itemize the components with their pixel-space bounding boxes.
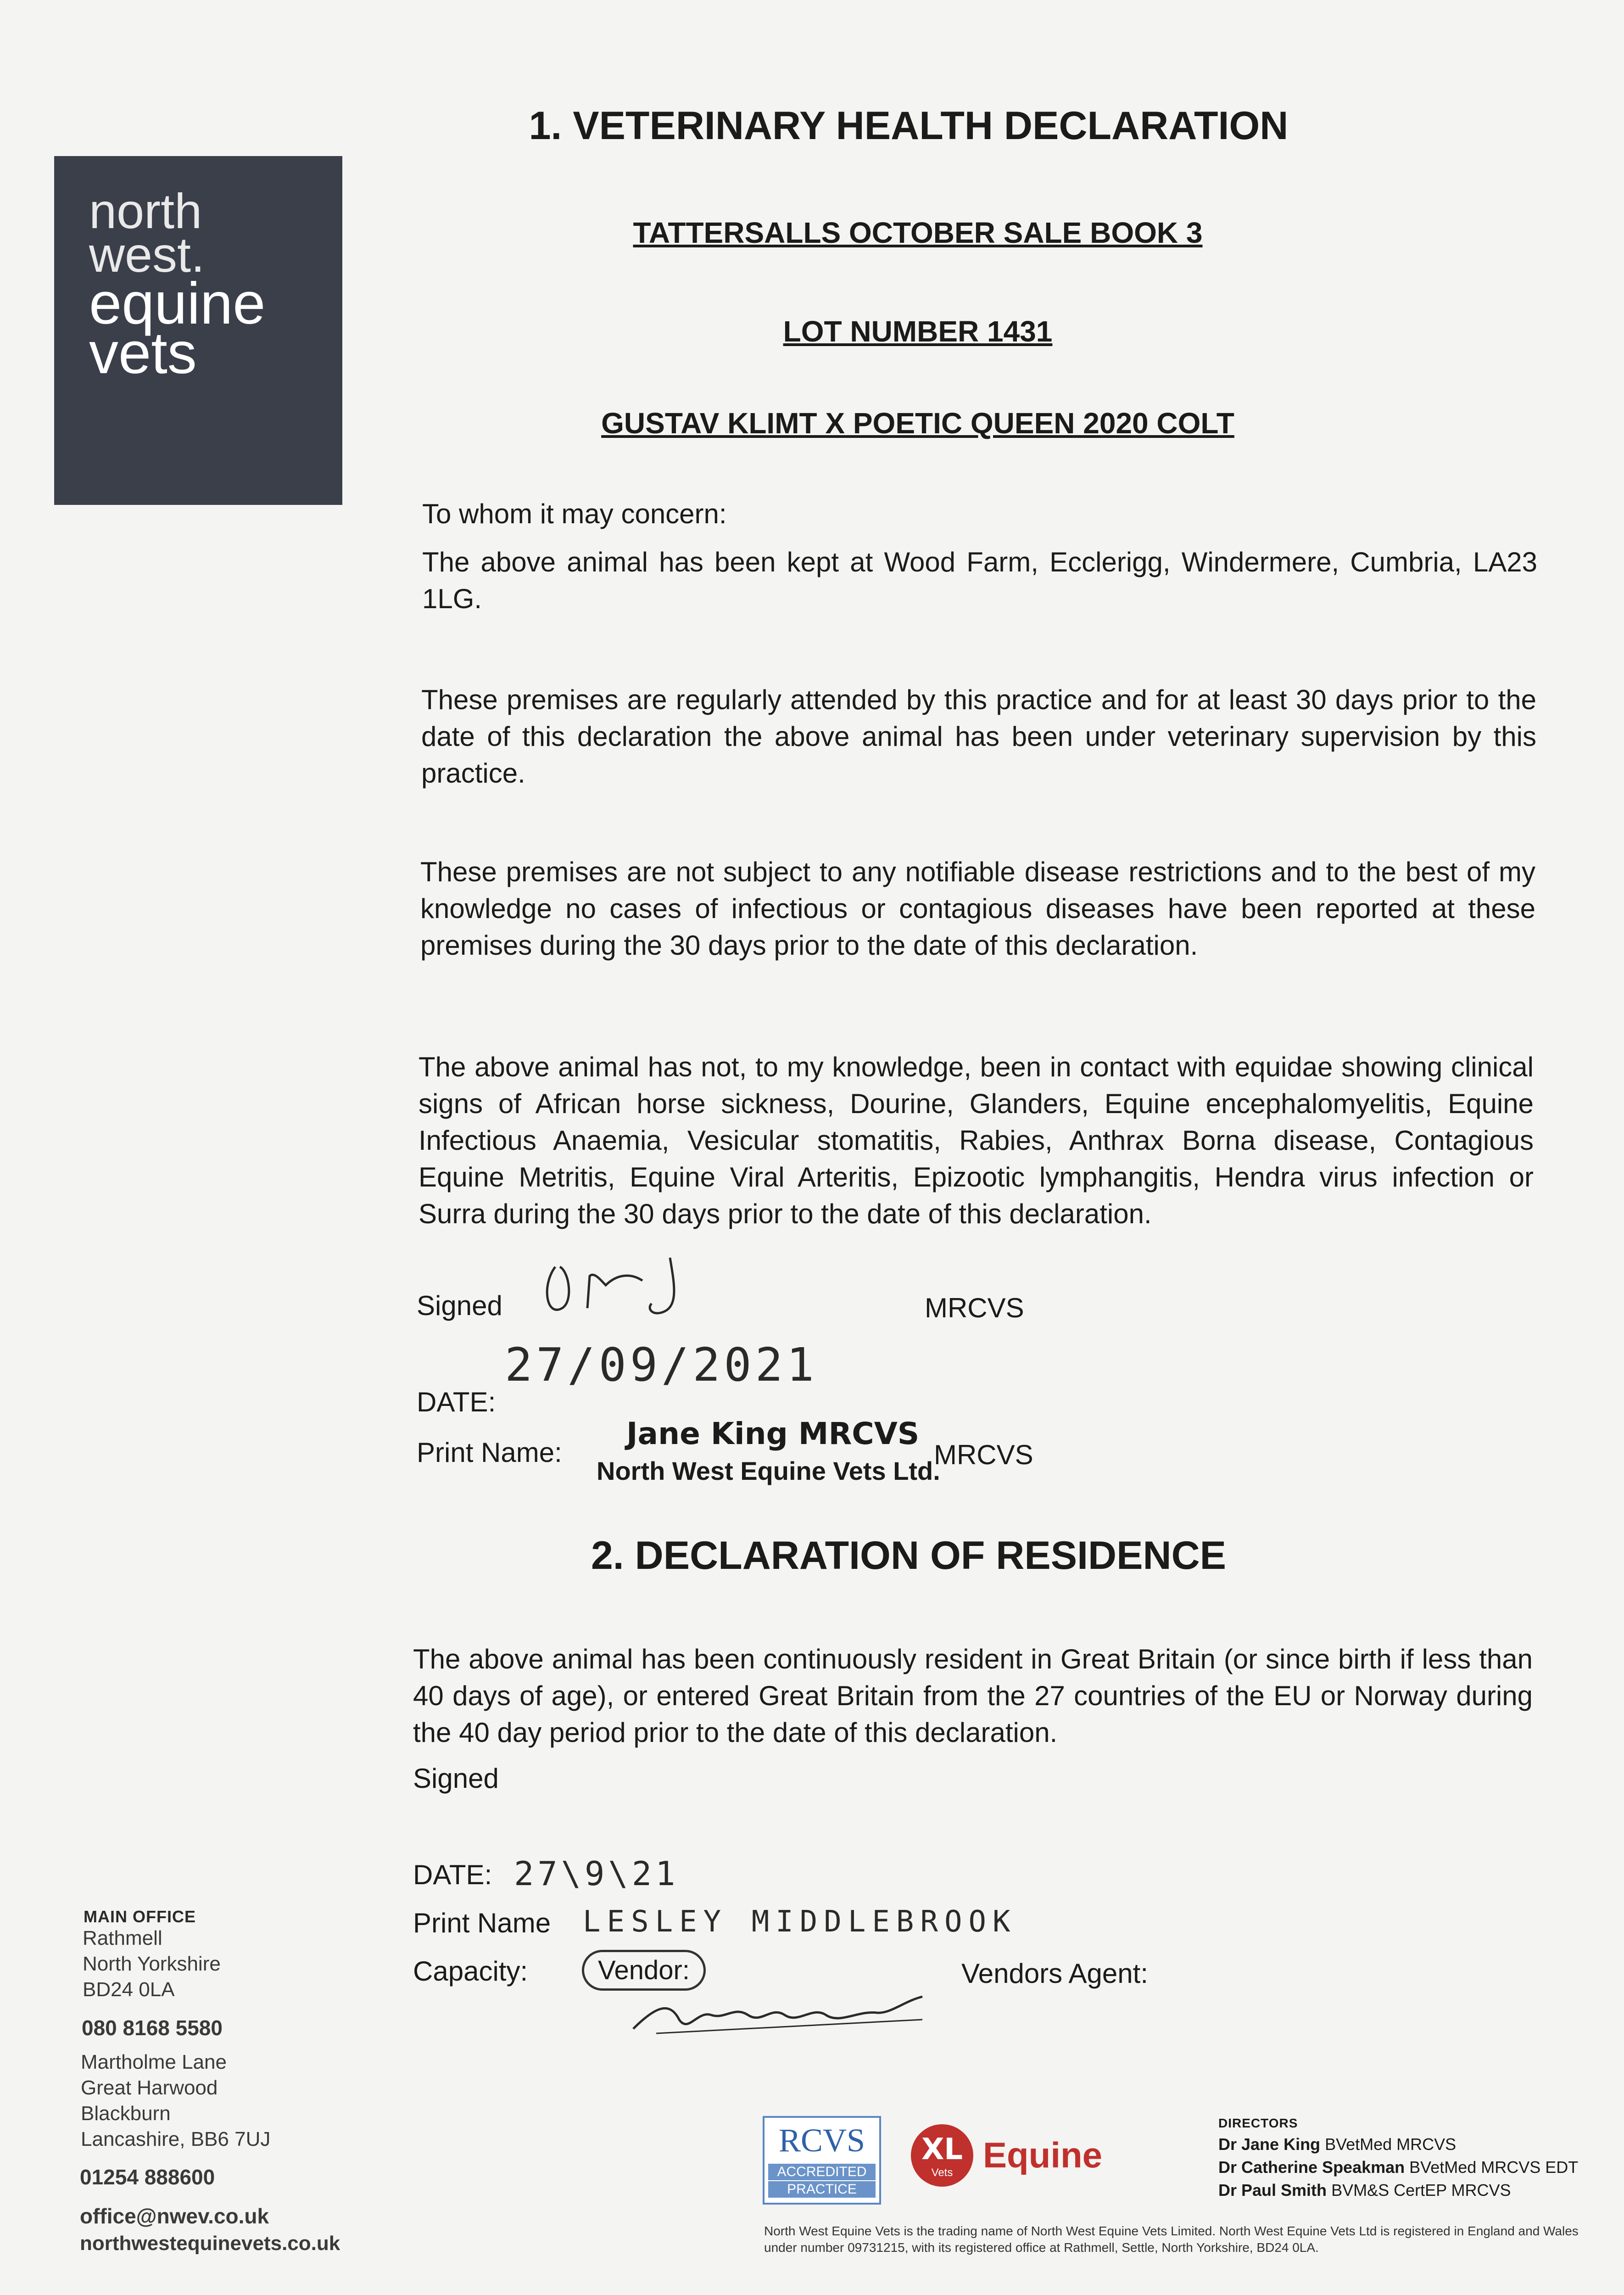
rcvs-accredited-logo — [763, 2116, 881, 2205]
phone-2: 01254 888600 — [80, 2165, 215, 2189]
address-line: Great Harwood — [81, 2077, 218, 2099]
address-line: Blackburn — [81, 2102, 171, 2125]
email-address: office@nwev.co.uk — [80, 2204, 269, 2228]
print-name-label-2: Print Name — [413, 1908, 551, 1938]
address-line: North Yorkshire — [83, 1953, 221, 1975]
restrictions-paragraph: These premises are not subject to any notifiable disease restrictions and to the best of my knowledge no cases of infectious or contagious diseases have been reported at these premises during the 30 days prior to the date of this declaration. — [420, 856, 1535, 961]
director-name: Dr Catherine Speakman — [1218, 2158, 1405, 2177]
capacity-label: Capacity: — [413, 1956, 528, 1987]
date-label: DATE: — [417, 1387, 496, 1417]
premises-paragraph: The above animal has been kept at Wood Farm, Ecclerigg, Windermere, Cumbria, LA23 1LG. — [422, 547, 1537, 614]
director-name: Dr Paul Smith — [1218, 2181, 1327, 2200]
greeting: To whom it may concern: — [422, 498, 727, 529]
stamp-practice-name: North West Equine Vets Ltd. — [597, 1456, 940, 1485]
vendor-option-circled: Vendor: — [582, 1950, 706, 1991]
disease-contact-paragraph: The above animal has not, to my knowledge, been in contact with equidae showing clinical signs of African horse sickness, Dourine, Glanders, Equine encephalomyelitis, Equine Infectious Anaemia, Vesicular stomatitis, Rabies, Anthrax Borna disease, Contagious Equine Metritis, Equine Viral Arteritis, Epizootic lymphangitis, Hendra virus infection or Surra during the 30 days prior to the date of this declaration. — [419, 1052, 1534, 1229]
vet-signature — [537, 1239, 730, 1331]
supervision-paragraph: These premises are regularly attended by this practice and for at least 30 days prior to the date of this declaration the above animal has been under veterinary supervision by this practice. — [421, 684, 1536, 789]
office-address-1 — [83, 1926, 221, 2003]
xl-sub: Vets — [931, 2166, 953, 2179]
print-name-label: Print Name: — [417, 1437, 562, 1468]
address-line: Martholme Lane — [81, 2051, 227, 2073]
director-quals: BVetMed MRCVS EDT — [1409, 2158, 1579, 2177]
director-quals: BVM&S CertEP MRCVS — [1331, 2181, 1511, 2200]
rcvs-line-2: PRACTICE — [768, 2181, 876, 2198]
handwritten-name: LESLEY MIDDLEBROOK — [583, 1905, 1017, 1939]
phone-1: 080 8168 5580 — [82, 2016, 223, 2040]
practice-logo — [54, 156, 342, 505]
director-2 — [1218, 2157, 1578, 2177]
logo-line-west: west. — [89, 227, 205, 282]
residence-paragraph: The above animal has been continuously resident in Great Britain (or since birth if less than 40 days of age), or entered Great Britain from the 27 countries of the EU or Norway during the 40 day period prior to the date of this declaration. — [413, 1644, 1533, 1748]
date-label-2: DATE: — [413, 1859, 492, 1890]
rcvs-title: RCVS — [778, 2122, 865, 2159]
stamp-vet-name: Jane King MRCVS — [626, 1416, 920, 1451]
director-1 — [1218, 2134, 1456, 2155]
address-line: BD24 0LA — [83, 1978, 175, 2001]
section1-title: 1. VETERINARY HEALTH DECLARATION — [529, 104, 1289, 148]
logo-line-north: north — [89, 183, 202, 239]
sale-heading: TATTERSALLS OCTOBER SALE BOOK 3 — [633, 216, 1203, 249]
legal-footer: North West Equine Vets is the trading name of North West Equine Vets Limited. North West Equine Vets Ltd is registered in England and Wales under number 09731215, with its registered office at Rathmell, Settle, North Yorkshire, BD24 0LA. — [764, 2224, 1579, 2255]
director-name: Dr Jane King — [1218, 2135, 1321, 2154]
director-quals: BVetMed MRCVS — [1325, 2135, 1457, 2154]
rcvs-line-1: ACCREDITED — [768, 2164, 876, 2180]
xl-title: XL — [921, 2133, 963, 2166]
logo-line-equine: equine — [89, 271, 266, 336]
mrcvs-label-2: MRCVS — [934, 1439, 1033, 1470]
directors-label: DIRECTORS — [1218, 2116, 1298, 2130]
main-office-label: MAIN OFFICE — [84, 1907, 196, 1926]
website: northwestequinevets.co.uk — [80, 2232, 340, 2255]
director-3 — [1218, 2180, 1511, 2200]
logo-line-vets: vets — [89, 320, 197, 386]
vendor-signature — [629, 1987, 941, 2043]
xl-vets-logo — [911, 2124, 973, 2187]
handwritten-date-2: 27\9\21 — [514, 1854, 679, 1893]
equine-logo-text: Equine — [983, 2135, 1103, 2175]
office-address-2 — [81, 2049, 270, 2152]
signed-label: Signed — [417, 1290, 502, 1321]
address-line: Rathmell — [83, 1927, 162, 1949]
signed-label-2: Signed — [413, 1763, 499, 1794]
mrcvs-label: MRCVS — [925, 1293, 1024, 1323]
lot-number: LOT NUMBER 1431 — [783, 315, 1053, 348]
vendors-agent-label: Vendors Agent: — [961, 1958, 1148, 1989]
section2-title: 2. DECLARATION OF RESIDENCE — [591, 1534, 1227, 1578]
address-line: Lancashire, BB6 7UJ — [81, 2128, 271, 2150]
handwritten-date-1: 27/09/2021 — [505, 1338, 818, 1392]
horse-name: GUSTAV KLIMT X POETIC QUEEN 2020 COLT — [601, 407, 1234, 440]
